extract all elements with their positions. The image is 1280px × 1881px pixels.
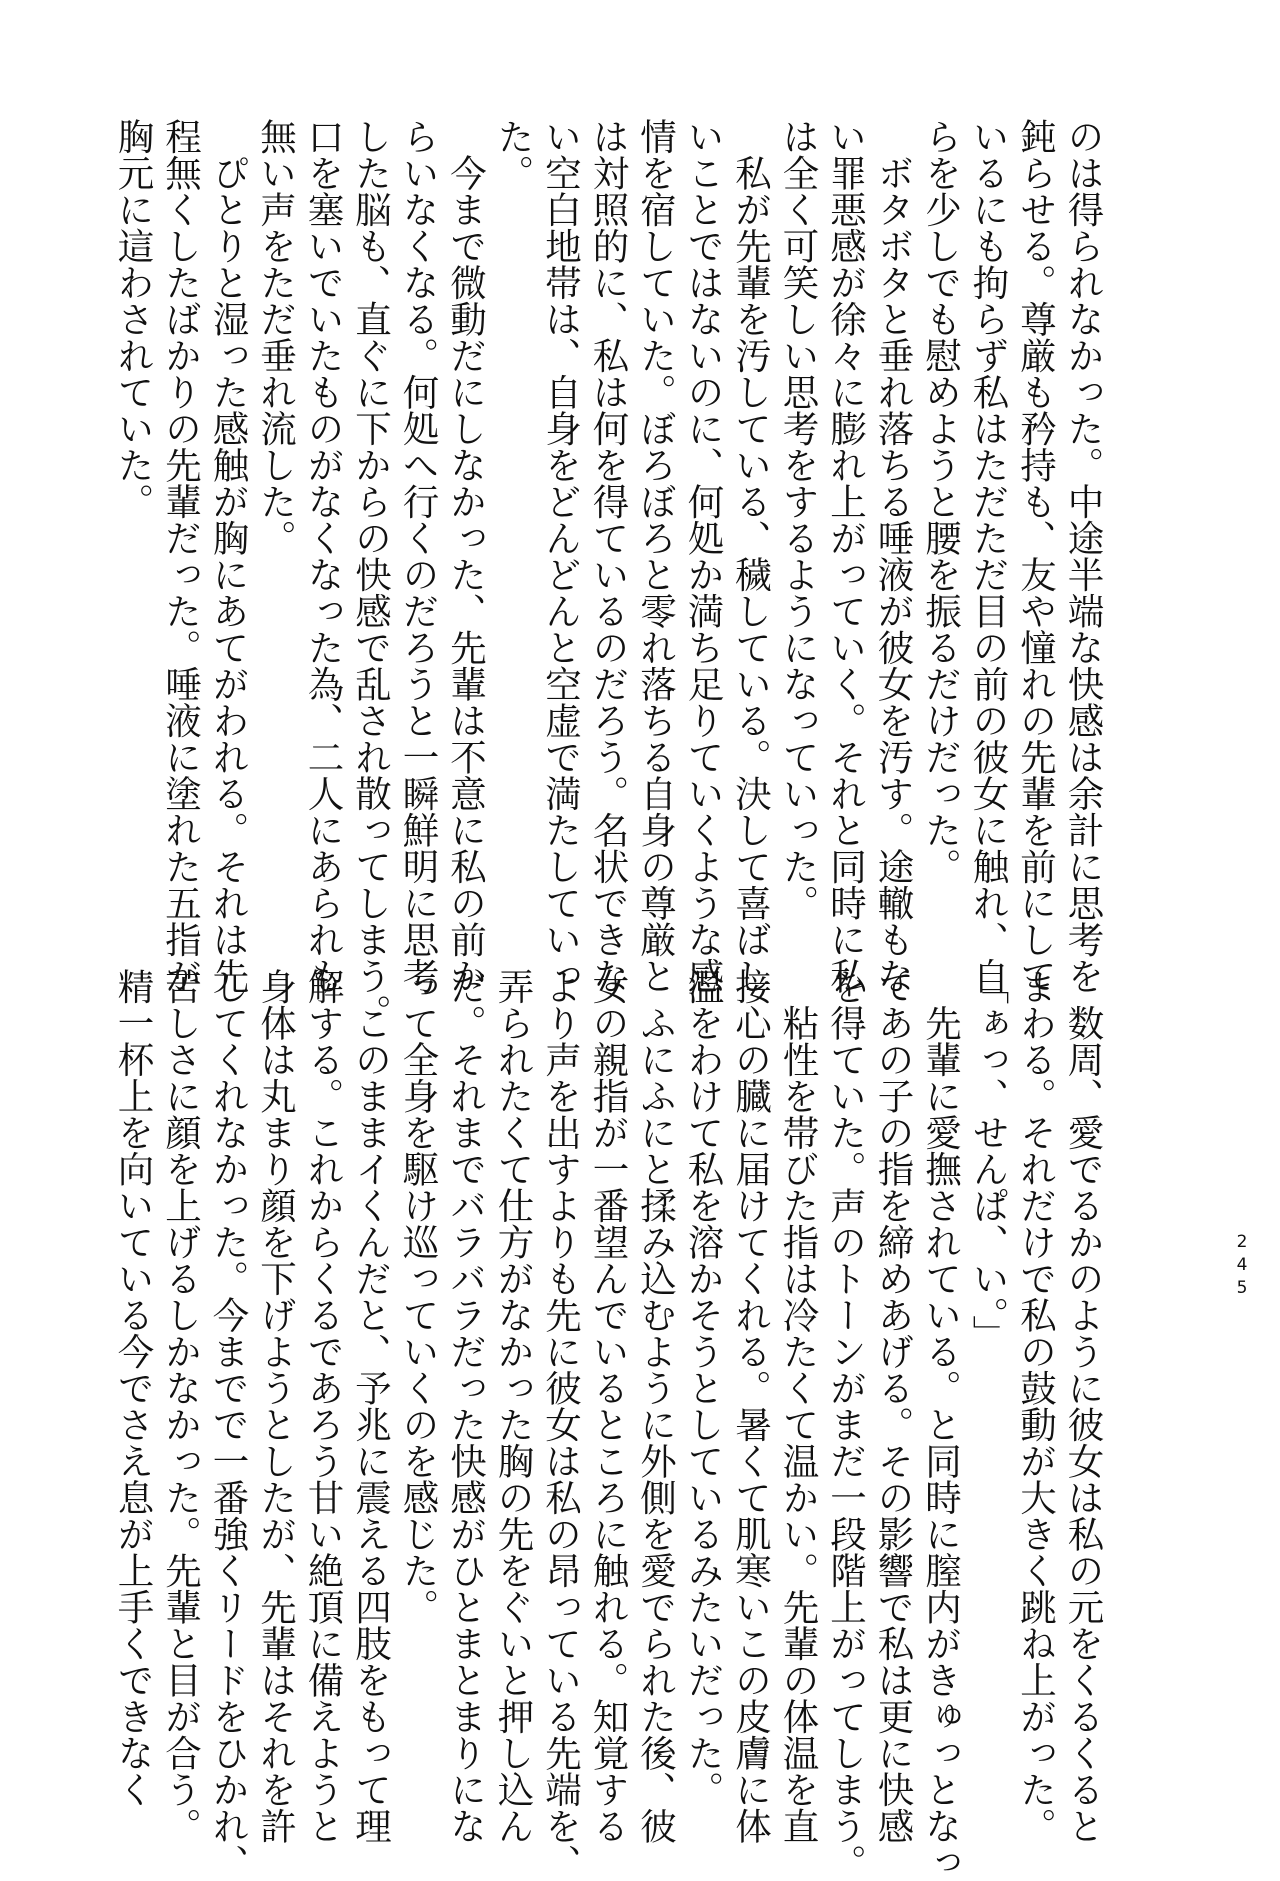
text-line: 苦しさに顔を上げるしかなかった。先輩と目が合う。 <box>159 968 203 1844</box>
text-line: まわる。それだけで私の鼓動が大きく跳ね上がった。 <box>1014 968 1058 1844</box>
text-line: ふにふにと揉み込むように外側を愛でられた後、彼 <box>634 968 678 1844</box>
page-number: 245 <box>1232 1232 1252 1301</box>
text-line: た。 <box>492 118 535 191</box>
text-line: って全身を駆け巡っていくのを感じた。 <box>397 968 440 1625</box>
text-line: 程無くしたばかりの先輩だった。唾液に塗れた五指が <box>159 118 203 994</box>
text-line: 今まで微動だにしなかった、先輩は不意に私の前か <box>444 118 488 994</box>
text-line: は全く可笑しい思考をするようになっていった。 <box>777 118 820 921</box>
text-tier-top <box>112 118 1107 1031</box>
text-line: 温をわけて私を溶かそうとしているみたいだった。 <box>682 968 725 1808</box>
text-line: ボタボタと垂れ落ちる唾液が彼女を汚す。途轍もな <box>872 118 915 994</box>
text-tier-bottom <box>112 968 1107 1881</box>
text-line: した脳も、直ぐに下からの快感で乱され散ってしまう。 <box>349 118 393 1031</box>
text-line: 女の親指が一番望んでいるところに触れる。知覚する <box>587 968 630 1844</box>
text-line: らを少しでも慰めようと腰を振るだけだった。 <box>919 118 963 885</box>
text-line: 粘性を帯びた指は冷たくて温かい。先輩の体温を直 <box>777 968 820 1844</box>
text-line: いるにも拘らず私はただただ目の前の彼女に触れ、自 <box>967 118 1010 994</box>
text-line: だ。それまでバラバラだった快感がひとまとまりにな <box>444 968 488 1844</box>
text-line: てあの子の指を締めあげる。その影響で私は更に快感 <box>872 968 915 1844</box>
text-line: 私が先輩を汚している、穢している。決して喜ばし <box>729 118 773 994</box>
text-line: このままイくんだと、予兆に震える四肢をもって理 <box>349 968 393 1844</box>
text-line: 鈍らせる。尊厳も矜持も、友や憧れの先輩を前にして <box>1014 118 1058 994</box>
text-line: してくれなかった。今までで一番強くリードをひかれ、 <box>207 968 250 1881</box>
text-line: のは得られなかった。中途半端な快感は余計に思考を <box>1062 118 1105 994</box>
text-line: 精一杯上を向いている今でさえ息が上手くできなく <box>112 968 155 1808</box>
text-line: 口を塞いでいたものがなくなった為、二人にあられも <box>302 118 345 994</box>
text-line: 数周、愛でるかのように彼女は私の元をくるくると <box>1062 968 1105 1844</box>
text-line: らいなくなる。何処へ行くのだろうと一瞬鮮明に思考 <box>397 118 440 994</box>
text-line: 接心の臓に届けてくれる。暑くて肌寒いこの皮膚に体 <box>729 968 773 1844</box>
text-line: い罪悪感が徐々に膨れ上がっていく。それと同時に私 <box>824 118 868 994</box>
text-line: 身体は丸まり顔を下げようとしたが、先輩はそれを許 <box>254 968 298 1844</box>
text-line: を得ていた。声のトーンがまだ一段階上がってしまう。 <box>824 968 868 1881</box>
text-line: 解する。これからくるであろう甘い絶頂に備えようと <box>302 968 345 1844</box>
text-line: 情を宿していた。ぼろぼろと零れ落ちる自身の尊厳と <box>634 118 678 994</box>
text-line: 「ぁっ、せんぱ、い。」 <box>967 968 1010 1352</box>
text-line: ぴとりと湿った感触が胸にあてがわれる。それは先 <box>207 118 250 994</box>
text-line: い空白地帯は、自身をどんどんと空虚で満たしていっ <box>539 118 583 994</box>
text-line: 弄られたくて仕方がなかった胸の先をぐいと押し込ん <box>492 968 535 1844</box>
text-line: より声を出すよりも先に彼女は私の昂っている先端を、 <box>539 968 583 1881</box>
text-line: は対照的に、私は何を得ているのだろう。名状できな <box>587 118 630 994</box>
text-line: いことではないのに、何処か満ち足りていくような感 <box>682 118 725 994</box>
text-line: 先輩に愛撫されている。と同時に膣内がきゅっとなっ <box>919 968 963 1881</box>
text-line: 胸元に這わされていた。 <box>112 118 155 520</box>
text-line: 無い声をただ垂れ流した。 <box>254 118 298 556</box>
